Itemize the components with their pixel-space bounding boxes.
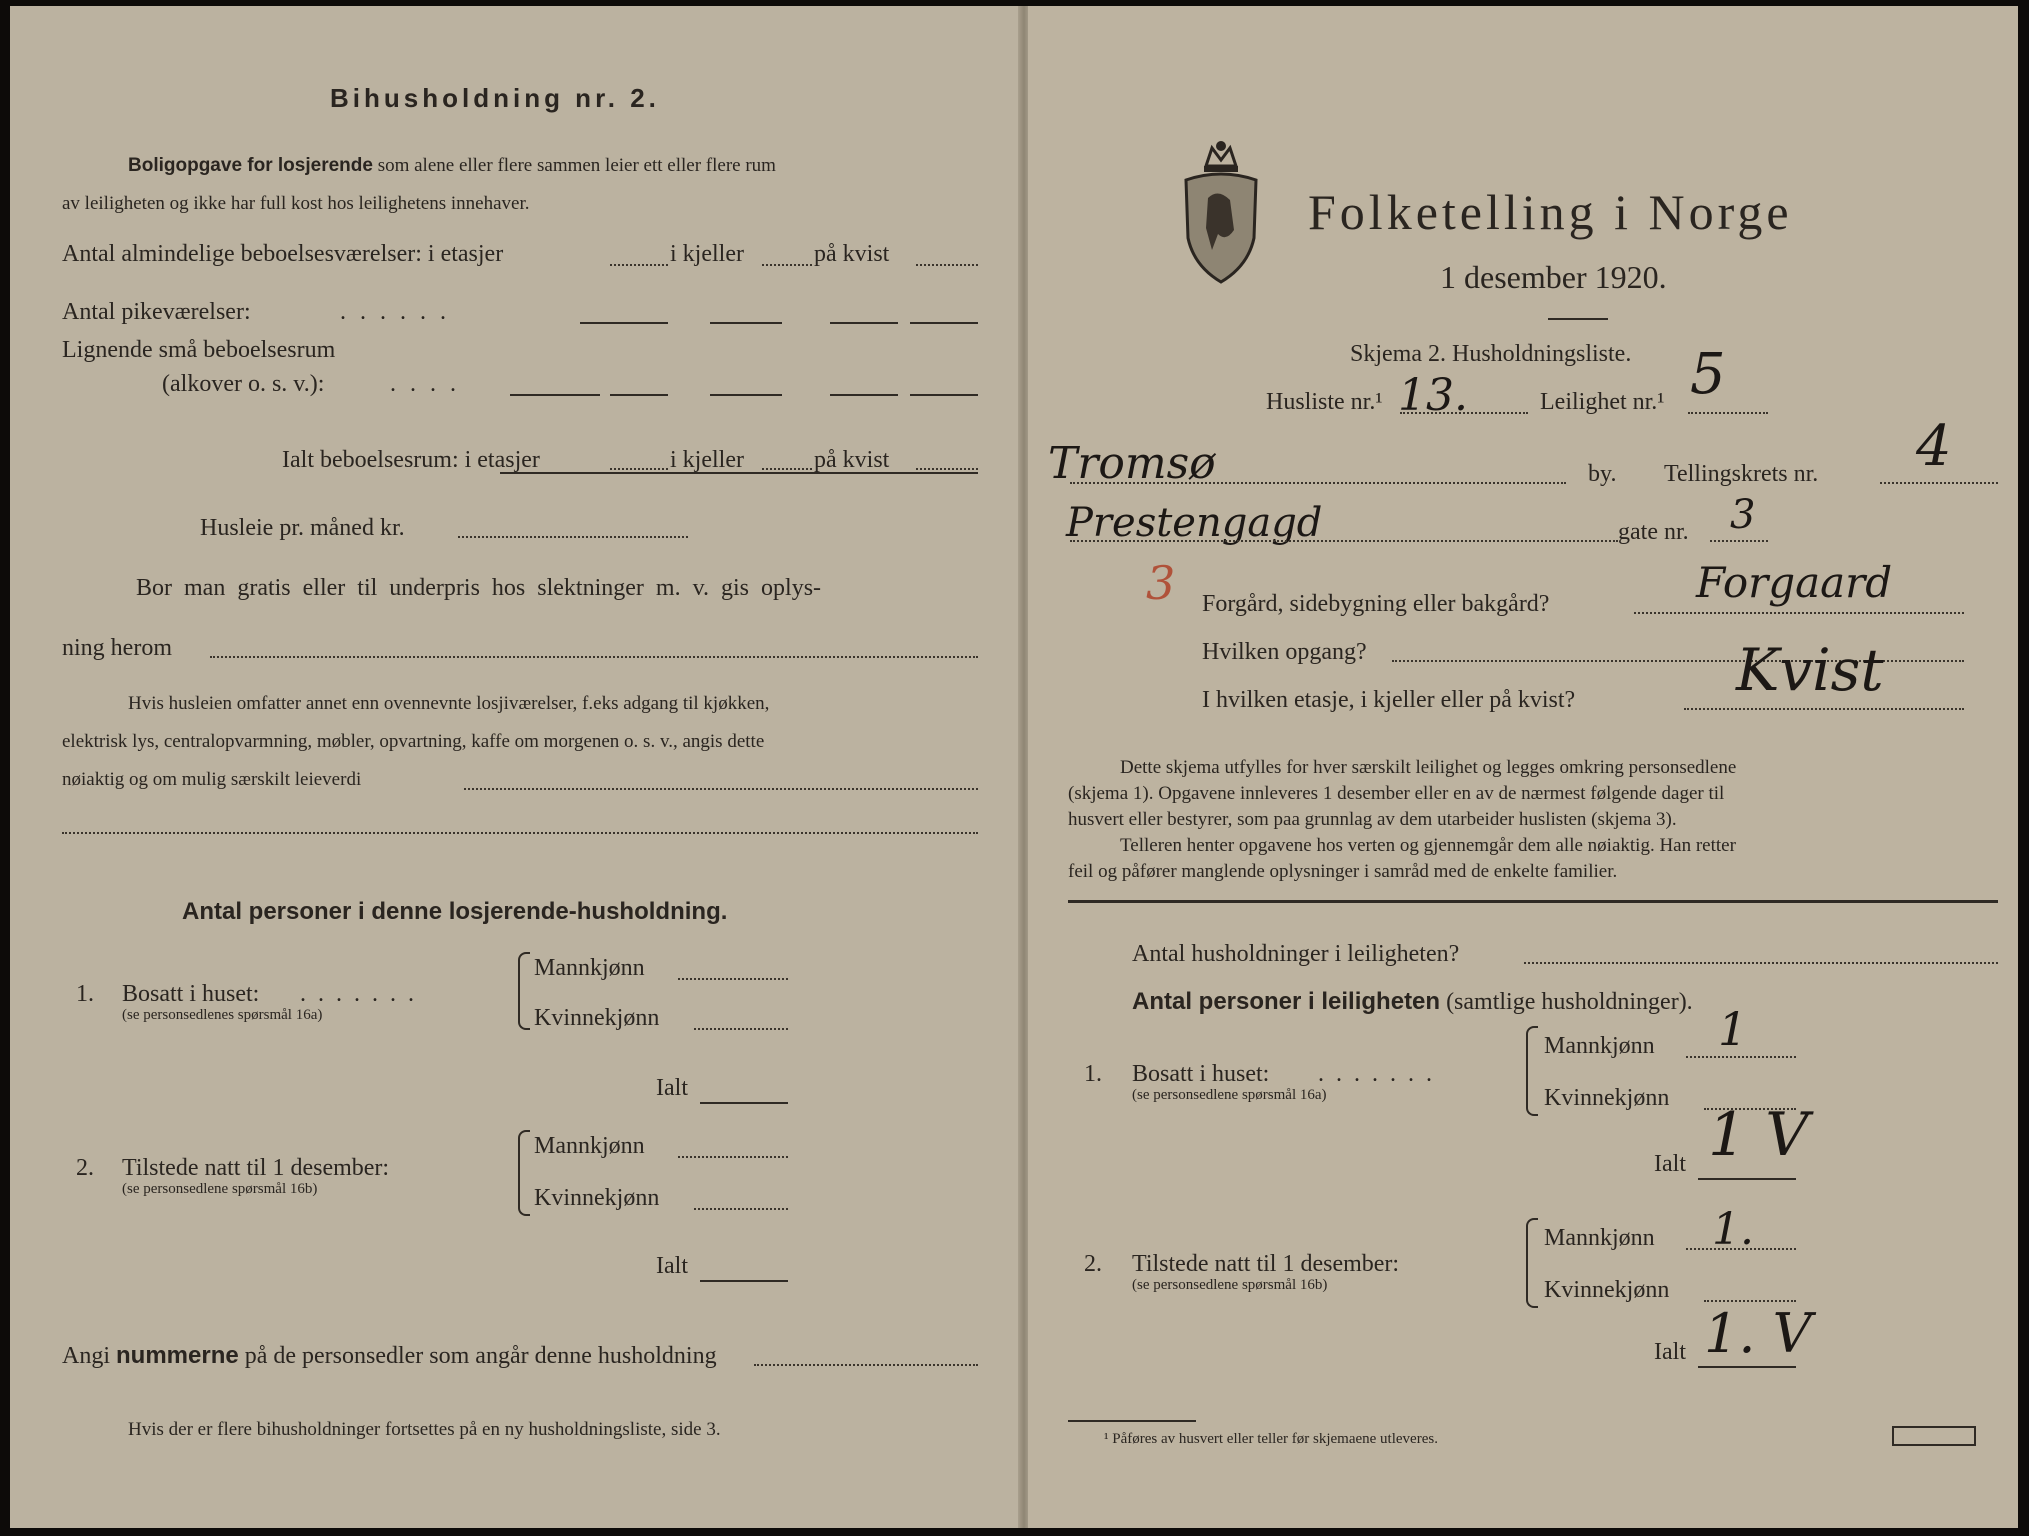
husliste-label: Husliste nr.¹ xyxy=(1266,389,1383,415)
angi-bold: nummerne xyxy=(116,1342,239,1369)
right-q1-mann-value: 1 xyxy=(1718,1002,1748,1056)
left-page: Bihusholdning nr. 2. Boligopgave for losjerende som alene eller flere sammen leier ett eller flere rum av leiligheten og ikke har full kost hos leilighetens innehaver. Antal almindelige beboelsesværelser: i etasjer i kjeller på kvist Antal pikeværelser: ...... Lignende små beboelsesrum (alkover o. s. v.): .... Ialt beboelsesrum: i etasjer i kjeller på kvist Husleie pr. måned kr. Bor man gratis eller til underpris hos slektninger m. v. gis oplys- ning herom Hvis husleien omfatter annet enn ovennevnte losjiværelser, f.eks adgang til kjøkken, elektrisk lys, centralopvarmning, møbler, opvartning, kaffe om morgenen o. s. v., angis dette nøiaktig og om mulig særskilt leieverdi Antal personer i denne losjerende-husholdning. 1. Bosatt i huset: ....... (se personsedlenes spørsmål 16a) Mannkjønn Kvinnekjønn Ialt 2. Tilstede natt til 1 desember: (se personsedlene spørsmål 16b) Mannkjønn Kvinnekjønn Ialt Angi nummerne på de personsedler som angår denne husholdning Hvis der er flere bihusholdninger fortsettes på en ny husholdningsliste, side 3. xyxy=(10,6,1020,1528)
krets-label: Tellingskrets nr. xyxy=(1664,461,1819,487)
antal-hush-label: Antal husholdninger i leiligheten? xyxy=(1132,941,1460,967)
rooms-kvist: på kvist xyxy=(814,241,890,267)
left-q1-number: 1. xyxy=(76,981,94,1007)
left-q1-sub: (se personsedlenes spørsmål 16a) xyxy=(122,1007,323,1023)
angi-line: Angi nummerne på de personsedler som angår denne husholdning xyxy=(62,1342,717,1369)
left-q2-kvinne: Kvinnekjønn xyxy=(534,1185,660,1211)
intro-rest: som alene eller flere sammen leier ett eller flere rum xyxy=(377,155,776,176)
husliste-value: 13. xyxy=(1398,370,1468,421)
right-date: 1 desember 1920. xyxy=(1440,259,1667,295)
leilighet-value: 5 xyxy=(1690,342,1726,407)
intro-bold: Boligopgave for losjerende xyxy=(128,155,373,176)
opgang-label: Hvilken opgang? xyxy=(1202,639,1367,665)
left-q1-kvinne: Kvinnekjønn xyxy=(534,1005,660,1031)
by-label: by. xyxy=(1588,461,1617,487)
skjema-label: Skjema 2. Husholdningsliste. xyxy=(1350,341,1632,367)
right-q1-label: Bosatt i huset: xyxy=(1132,1061,1270,1087)
forgaard-value: Forgaard xyxy=(1696,558,1893,607)
coat-of-arms-icon xyxy=(1178,138,1264,288)
left-q2-label: Tilstede natt til 1 desember: xyxy=(122,1155,390,1181)
info-line-2: (skjema 1). Opgavene innleveres 1 desember eller en av de nærmest følgende dager til xyxy=(1068,783,1725,804)
left-persons-heading: Antal personer i denne losjerende-husholdning. xyxy=(182,898,728,925)
lign-dots: .... xyxy=(390,371,470,397)
left-q1-brace xyxy=(518,952,530,1030)
hvis-line-2: elektrisk lys, centralopvarmning, møbler, opvartning, kaffe om morgenen o. s. v., angis dette xyxy=(62,731,765,752)
right-q1-mann: Mannkjønn xyxy=(1544,1033,1655,1059)
right-q2-number: 2. xyxy=(1084,1251,1102,1277)
scanned-form xyxy=(10,6,2018,1528)
right-q1-sub: (se personsedlene spørsmål 16a) xyxy=(1132,1087,1327,1103)
right-title: Folketelling i Norge xyxy=(1308,184,1793,240)
right-q2-mann-value: 1. xyxy=(1712,1204,1754,1255)
lign-label-1: Lignende små beboelsesrum xyxy=(62,337,336,363)
lign-label-2: (alkover o. s. v.): xyxy=(162,371,325,397)
pike-label: Antal pikeværelser: xyxy=(62,299,251,325)
right-q2-ialt-value: 1. V xyxy=(1704,1302,1812,1365)
left-footer: Hvis der er flere bihusholdninger fortsettes på en ny husholdningsliste, side 3. xyxy=(128,1419,721,1440)
left-q2-number: 2. xyxy=(76,1155,94,1181)
right-q2-kvinne: Kvinnekjønn xyxy=(1544,1277,1670,1303)
right-q2-ialt: Ialt xyxy=(1654,1339,1686,1365)
gate-nr-value: 3 xyxy=(1730,492,1756,538)
info-line-4: Telleren henter opgavene hos verten og gjennemgår dem alle nøiaktig. Han retter xyxy=(1120,835,1736,856)
hvis-line-1: Hvis husleien omfatter annet enn ovennevnte losjiværelser, f.eks adgang til kjøkken, xyxy=(128,693,770,714)
left-q2-ialt: Ialt xyxy=(656,1253,688,1279)
right-page: Folketelling i Norge 1 desember 1920. Skjema 2. Husholdningsliste. Husliste nr.¹ 13. Leilighet nr.¹ 5 Tromsø by. Tellingskrets nr. 4 Prestengagd gate nr. 3 3 Forgård, sidebygning eller bakgård? Forgaard Hvilken opgang? I hvilken etasje, i kjeller eller på kvist? Kvist Dette skjema utfylles for hver særskilt leilighet og legges omkring personsedlene (skjema 1). Opgavene innleveres 1 desember eller en av de nærmest følgende dager til husvert eller bestyrer, som paa grunnlag av dem utarbeider huslisten (skjema 3). Telleren henter opgavene hos verten og gjennemgår dem alle nøiaktig. Han retter feil og påfører manglende oplysninger i samråd med de enkelte familier. Antal husholdninger i leiligheten? Antal personer i leiligheten (samtlige husholdninger). 1. Bosatt i huset: ....... (se personsedlene spørsmål 16a) Mannkjønn 1 Kvinnekjønn Ialt 1 V 2. Tilstede natt til 1 desember: (se personsedlene spørsmål 16b) Mannkjønn 1. Kvinnekjønn Ialt 1. V ¹ Påføres av husvert eller teller før skjemaene utleveres. xyxy=(1028,6,2018,1528)
left-q1-label: Bosatt i huset: xyxy=(122,981,260,1007)
intro-line-2: av leiligheten og ikke har full kost hos leilighetens innehaver. xyxy=(62,193,530,214)
printer-stamp xyxy=(1892,1426,1976,1446)
gate-value: Prestengagd xyxy=(1066,500,1323,546)
right-q2-sub: (se personsedlene spørsmål 16b) xyxy=(1132,1277,1328,1293)
right-q1-brace xyxy=(1526,1026,1538,1116)
right-q1-ialt: Ialt xyxy=(1654,1151,1686,1177)
forgaard-label: Forgård, sidebygning eller bakgård? xyxy=(1202,591,1550,617)
right-footnote: ¹ Påføres av husvert eller teller før skjemaene utleveres. xyxy=(1104,1431,1438,1447)
right-q2-mann: Mannkjønn xyxy=(1544,1225,1655,1251)
etasje-value: Kvist xyxy=(1736,636,1884,704)
ialt-rooms-kvist: på kvist xyxy=(814,447,890,473)
info-line-3: husvert eller bestyrer, som paa grunnlag av dem utarbeider huslisten (skjema 3). xyxy=(1068,809,1677,830)
info-line-1: Dette skjema utfylles for hver særskilt leilighet og legges omkring personsedlene xyxy=(1120,757,1737,778)
rooms-label: Antal almindelige beboelsesværelser: i etasjer xyxy=(62,241,504,267)
right-q2-label: Tilstede natt til 1 desember: xyxy=(1132,1251,1400,1277)
left-q1-mann: Mannkjønn xyxy=(534,955,645,981)
left-q2-sub: (se personsedlene spørsmål 16b) xyxy=(122,1181,318,1197)
leilighet-label: Leilighet nr.¹ xyxy=(1540,389,1665,415)
rooms-kjeller: i kjeller xyxy=(670,241,744,267)
left-title: Bihusholdning nr. 2. xyxy=(330,83,660,113)
by-value: Tromsø xyxy=(1048,438,1216,489)
right-q2-brace xyxy=(1526,1218,1538,1308)
krets-value: 4 xyxy=(1916,414,1952,479)
etasje-label: I hvilken etasje, i kjeller eller på kvist? xyxy=(1202,687,1576,713)
info-line-5: feil og påfører manglende oplysninger i samråd med de enkelte familier. xyxy=(1068,861,1618,882)
ialt-rooms-label: Ialt beboelsesrum: i etasjer xyxy=(282,447,540,473)
gratis-line-2: ning herom xyxy=(62,635,172,661)
husleie-label: Husleie pr. måned kr. xyxy=(200,515,405,541)
intro-line-1 xyxy=(128,154,776,178)
right-q1-ialt-value: 1 V xyxy=(1708,1100,1809,1170)
left-q2-brace xyxy=(518,1130,530,1216)
left-q2-mann: Mannkjønn xyxy=(534,1133,645,1159)
ialt-rooms-kjeller: i kjeller xyxy=(670,447,744,473)
right-persons-heading: Antal personer i leiligheten (samtlige husholdninger). xyxy=(1132,988,1693,1015)
right-q1-kvinne: Kvinnekjønn xyxy=(1544,1085,1670,1111)
gate-label: gate nr. xyxy=(1618,519,1689,545)
gratis-line-1: Bor man gratis eller til underpris hos slektninger m. v. gis oplys- xyxy=(136,575,822,601)
margin-red-mark: 3 xyxy=(1146,556,1176,610)
hvis-line-3: nøiaktig og om mulig særskilt leieverdi xyxy=(62,769,362,790)
pike-dots: ...... xyxy=(340,299,460,325)
left-q1-ialt: Ialt xyxy=(656,1075,688,1101)
right-q1-number: 1. xyxy=(1084,1061,1102,1087)
